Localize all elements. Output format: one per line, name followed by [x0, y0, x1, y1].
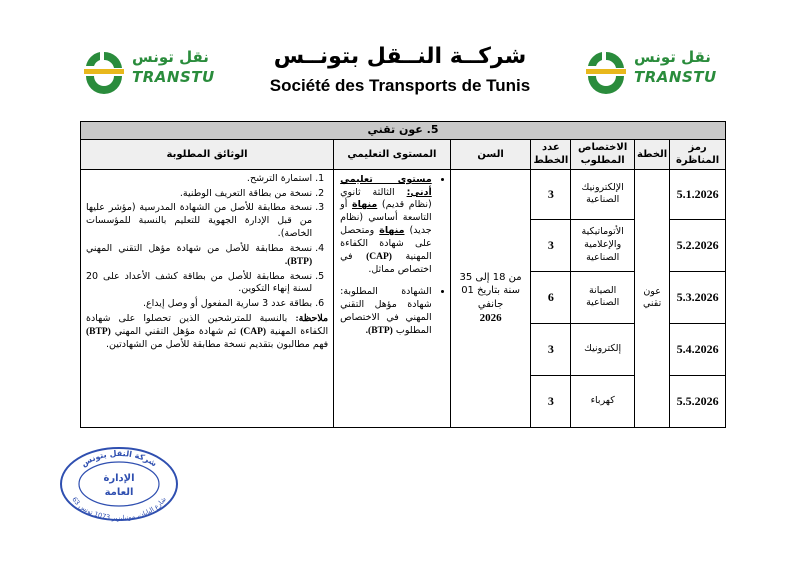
edu-btp: (BTP). [365, 325, 393, 336]
col-header-spec: الاختصاص المطلوب [571, 139, 635, 169]
row-count: 3 [531, 323, 571, 375]
note-cap: (CAP) [240, 326, 267, 337]
company-title-french: Société des Transports de Tunis [269, 76, 531, 95]
edu-cap: (CAP) [366, 251, 392, 262]
note-text: بالنسبة للمترشحين الذين تحصلوا على شهادة الكفاءة المهنية [86, 312, 329, 337]
note-text: ثم شهادة مؤهل التقني المهني [114, 325, 237, 337]
table-row [81, 169, 726, 219]
stamp-center-2: العامة [104, 487, 134, 498]
edu-text: الشهادة المطلوبة: شهادة مؤهل التقني المهني في الاختصاص المطلوب [340, 286, 432, 336]
col-header-edu: المستوى التعليمي [334, 139, 451, 169]
education-cell [334, 169, 451, 427]
row-spec: الصيانة الصناعية [571, 271, 635, 323]
row-count: 6 [531, 271, 571, 323]
stamp-top-text: شركة النقل بتونس [79, 448, 159, 469]
doc-item: 5. نسخة مطابقة للأصل من بطاقة كشف الأعداد على 20 لسنة إنهاء التكوين. [86, 271, 312, 297]
row-count: 3 [531, 169, 571, 219]
edu-completed: منهاة [379, 225, 405, 237]
note-text: فهم مطالبون بتقديم نسخة مطابقة للأصل من الشهادتين. [105, 338, 329, 350]
section-header-row [81, 122, 726, 140]
recruitment-table [80, 121, 726, 428]
col-header-code: رمز المناظرة [670, 139, 726, 169]
row-code: 5.3.2026 [670, 271, 726, 323]
edu-text: في اختصاص مماثل. [340, 250, 432, 275]
stamp-center-1: الإدارة [103, 473, 135, 484]
logo-arabic-text: نقل تونس [634, 48, 711, 66]
transtu-emblem-icon [582, 46, 630, 94]
transtu-logo-right [582, 44, 722, 100]
official-stamp [57, 444, 181, 524]
transtu-emblem-icon [80, 46, 128, 94]
doc-item: 6. بطاقة عدد 3 سارية المفعول أو وصل إيداع. [86, 298, 312, 311]
age-year: 2026 [479, 312, 502, 325]
company-title-arabic: شركــة النــقل بتونــس [273, 44, 527, 69]
doc-item: 3. نسخة مطابقة للأصل من الشهادة المدرسية (مؤشر عليها من قبل الإدارة الجهوية للتعليم بالنسبة للمؤسسات الخاصة). [86, 202, 312, 240]
transtu-logo-left [80, 44, 220, 100]
row-count: 3 [531, 375, 571, 427]
edu-text: الثالثة ثانوي (نظام قديم) [340, 186, 432, 211]
plan-cell: عون تقني [635, 169, 670, 427]
row-code: 5.5.2026 [670, 375, 726, 427]
age-text: من 18 إلى 35 سنة بتاريخ 01 جانفي [459, 271, 522, 310]
edu-completed: منهاة [352, 199, 378, 211]
row-code: 5.1.2026 [670, 169, 726, 219]
col-header-count: عدد الخطط [531, 139, 571, 169]
doc-btp: (BTP). [284, 256, 313, 267]
doc-text: نسخة مطابقة للأصل من شهادة مؤهل التقني المهني [86, 242, 313, 254]
doc-item [86, 243, 312, 269]
age-cell [450, 169, 531, 427]
doc-item: 2. نسخة من بطاقة التعريف الوطنية. [86, 188, 312, 201]
edu-item-required-cert [340, 286, 432, 337]
section-title: 5. عون تقني [81, 122, 726, 140]
logo-latin-text: TRANSTU [132, 68, 215, 86]
note-label: ملاحظة: [295, 313, 329, 324]
documents-cell [81, 169, 334, 427]
docs-note [86, 313, 328, 351]
edu-text: أو التاسعة أساسي (نظام جديد) [340, 199, 432, 237]
row-spec: الإلكترونيك الصناعية [571, 169, 635, 219]
col-header-age: السن [450, 139, 531, 169]
edu-item-min-level [340, 174, 432, 277]
row-code: 5.2.2026 [670, 219, 726, 271]
row-spec: الأتوماتيكية والإعلامية الصناعية [571, 219, 635, 271]
note-btp: (BTP) [86, 326, 111, 337]
column-header-row [81, 139, 726, 169]
row-count: 3 [531, 219, 571, 271]
edu-min-label: مستوى تعليمي أدنى: [340, 173, 432, 198]
row-spec: إلكترونيك [571, 323, 635, 375]
col-header-docs: الوثائق المطلوبة [81, 139, 334, 169]
doc-item: 1. استمارة الترشح. [86, 173, 312, 186]
logo-latin-text: TRANSTU [634, 68, 717, 86]
stamp-bottom-text: شارع اليابان، مونبليزير 1073 تونس 63 [70, 495, 168, 523]
row-spec: كهرباء [571, 375, 635, 427]
logo-arabic-text: نقل تونس [132, 48, 209, 66]
col-header-plan: الخطة [635, 139, 670, 169]
row-code: 5.4.2026 [670, 323, 726, 375]
edu-text: ومتحصل على شهادة الكفاءة المهنية [340, 225, 432, 262]
